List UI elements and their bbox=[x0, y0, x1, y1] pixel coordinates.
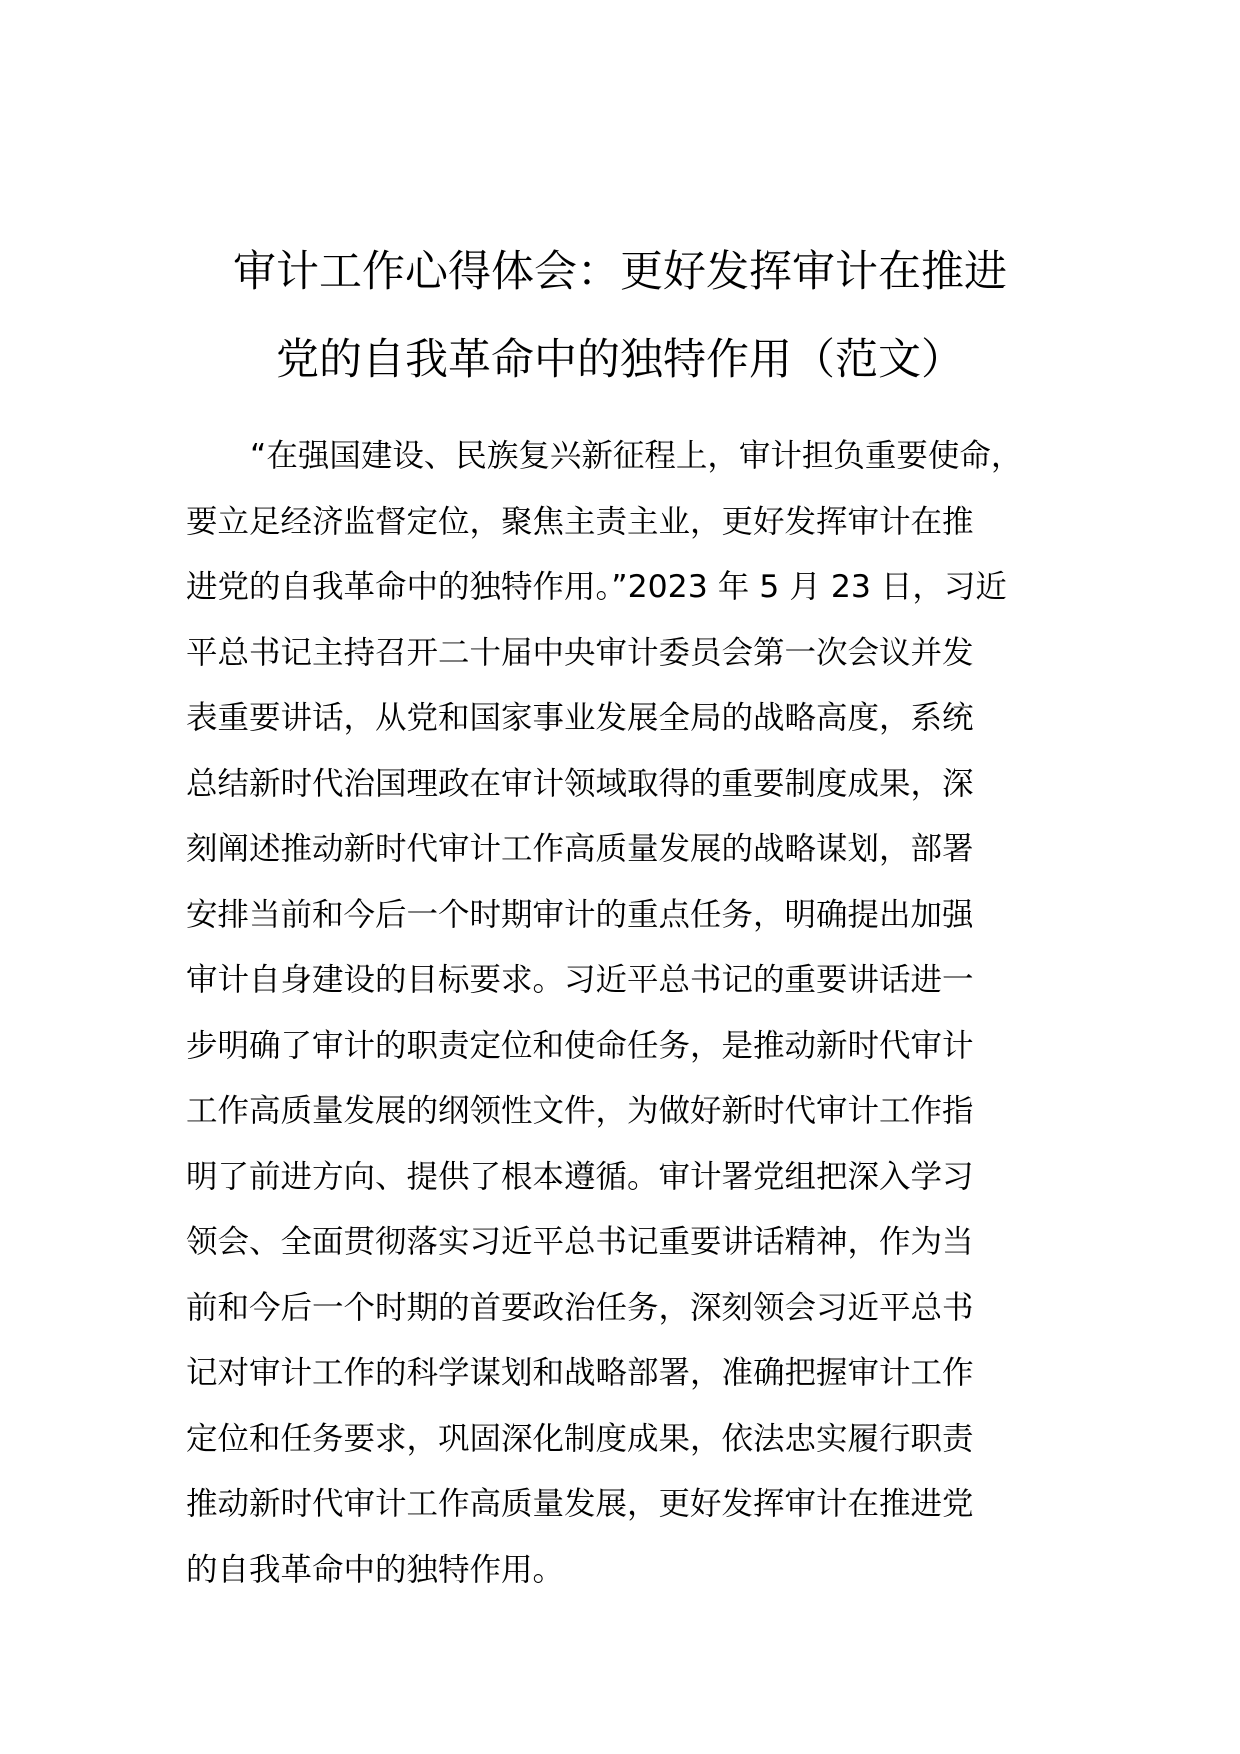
body-line: 步明确了审计的职责定位和使命任务，是推动新时代审计 bbox=[186, 1027, 974, 1064]
body-line: 平总书记主持召开二十届中央审计委员会第一次会议并发 bbox=[186, 634, 974, 671]
document-title bbox=[150, 228, 1090, 404]
body-line: 刻阐述推动新时代审计工作高质量发展的战略谋划，部署 bbox=[186, 831, 974, 867]
body-line: 工作高质量发展的纲领性文件，为做好新时代审计工作指 bbox=[186, 1093, 974, 1129]
body-line: 推动新时代审计工作高质量发展，更好发挥审计在推进党 bbox=[186, 1486, 974, 1522]
body-line: 领会、全面贯彻落实习近平总书记重要讲话精神，作为当 bbox=[186, 1224, 974, 1260]
body-line: 进党的自我革命中的独特作用。”2023 年 5 月 23 日，习近 bbox=[186, 569, 1007, 605]
body-line: 总结新时代治国理政在审计领域取得的重要制度成果，深 bbox=[186, 765, 974, 802]
body-line: 前和今后一个时期的首要政治任务，深刻领会习近平总书 bbox=[186, 1289, 974, 1326]
body-line: 记对审计工作的科学谋划和战略部署，准确把握审计工作 bbox=[186, 1355, 974, 1391]
body-line: 明了前进方向、提供了根本遵循。审计署党组把深入学习 bbox=[186, 1158, 974, 1195]
body-line: 要立足经济监督定位，聚焦主责主业，更好发挥审计在推 bbox=[186, 503, 974, 540]
body-line: 定位和任务要求，巩固深化制度成果，依法忠实履行职责 bbox=[186, 1420, 974, 1457]
body-line: 的自我革命中的独特作用。 bbox=[186, 1551, 565, 1588]
title-line-1: 审计工作心得体会：更好发挥审计在推进 bbox=[233, 247, 1007, 297]
body-paragraph bbox=[186, 424, 1076, 1603]
body-line: 表重要讲话，从党和国家事业发展全局的战略高度，系统 bbox=[186, 700, 974, 736]
body-line: 安排当前和今后一个时期审计的重点任务，明确提出加强 bbox=[186, 896, 974, 933]
body-line: 审计自身建设的目标要求。习近平总书记的重要讲话进一 bbox=[186, 962, 974, 998]
title-line-2: 党的自我革命中的独特作用（范文） bbox=[276, 335, 964, 385]
body-line: “在强国建设、民族复兴新征程上，审计担负重要使命， bbox=[250, 438, 1023, 474]
